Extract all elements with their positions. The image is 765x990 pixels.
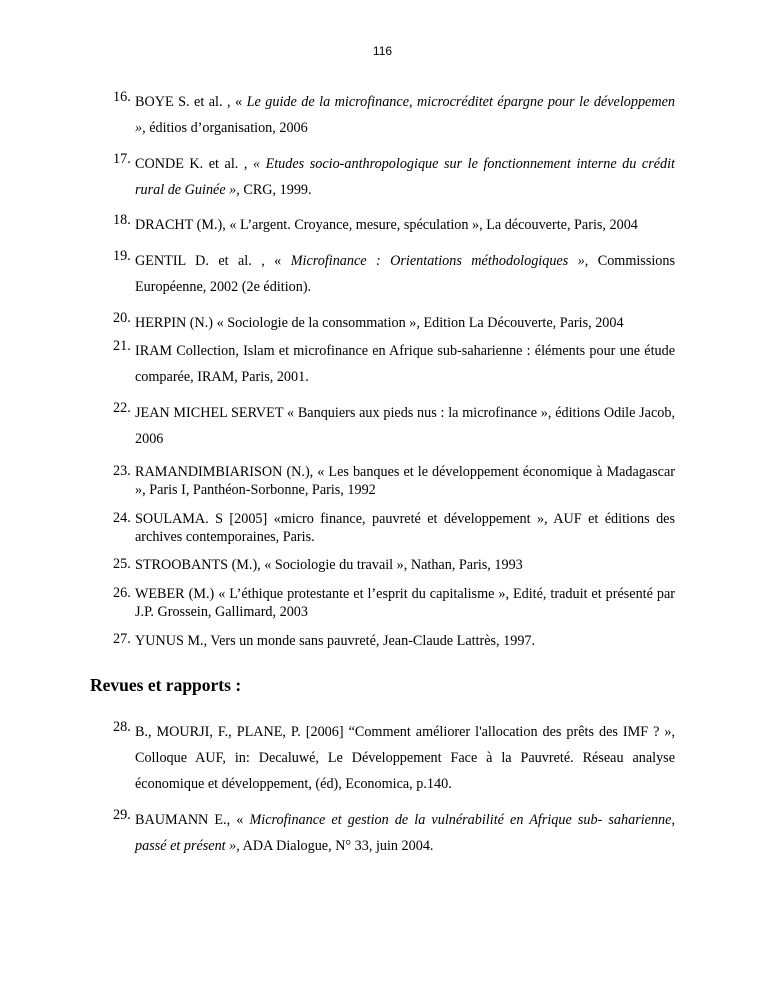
page-number: 116 [372,44,393,58]
reference-text: BAUMANN E., « Microfinance et gestion de la vulnérabilité en Afrique sub- saharienne, passé et présent », ADA Dialogue, N° 33, juin 2004. [135,812,675,854]
reference-item [113,400,675,452]
report-item [113,807,675,859]
reference-number: 18. [113,212,131,228]
section-heading: Revues et rapports : [90,675,242,695]
reference-item [113,338,675,390]
reference-item [113,89,675,141]
reference-text: B., MOURJI, F., PLANE, P. [2006] “Comment améliorer l'allocation des prêts des IMF ? », Colloque AUF, in: Decaluwé, Le Développement Face à la Pauvreté. Réseau analyse économique et développement, (éd), Economica, p.140. [135,724,675,792]
reference-text: SOULAMA. S [2005] «micro finance, pauvreté et développement », AUF et éditions des archives contemporaines, Paris. [135,511,675,545]
reference-number: 28. [113,719,131,735]
reference-number: 29. [113,807,131,823]
reference-number: 16. [113,89,131,105]
reference-number: 27. [113,631,131,647]
reference-text: IRAM Collection, Islam et microfinance en Afrique sub-saharienne : éléments pour une étude comparée, IRAM, Paris, 2001. [135,343,675,385]
reference-number: 23. [113,463,131,479]
reference-item [113,463,675,499]
report-item [113,719,675,797]
reference-item [113,151,675,203]
reference-text: WEBER (M.) « L’éthique protestante et l’esprit du capitalisme », Edité, traduit et présenté par J.P. Grossein, Gallimard, 2003 [135,586,675,620]
reference-text: RAMANDIMBIARISON (N.), « Les banques et le développement économique à Madagascar », Paris I, Panthéon-Sorbonne, Paris, 1992 [135,464,675,498]
reference-text: GENTIL D. et al. , « Microfinance : Orientations méthodologiques », Commissions Européenne, 2002 (2e édition). [135,253,675,295]
reference-text: JEAN MICHEL SERVET « Banquiers aux pieds nus : la microfinance », éditions Odile Jacob, 2006 [135,405,675,447]
reference-number: 24. [113,510,131,526]
reference-number: 22. [113,400,131,416]
reference-text: YUNUS M., Vers un monde sans pauvreté, Jean-Claude Lattrès, 1997. [135,633,536,649]
reference-text: HERPIN (N.) « Sociologie de la consommation », Edition La Découverte, Paris, 2004 [135,315,624,331]
reference-item [113,248,675,300]
reference-item [113,310,675,336]
reference-text: CONDE K. et al. , « Etudes socio-anthropologique sur le fonctionnement interne du crédit rural de Guinée », CRG, 1999. [135,156,675,198]
reference-number: 20. [113,310,131,326]
reference-text: BOYE S. et al. , « Le guide de la microfinance, microcréditet épargne pour le développemen », éditios d’organisation, 2006 [135,94,675,136]
reference-item [113,212,675,238]
reference-number: 19. [113,248,131,264]
reference-number: 26. [113,585,131,601]
reference-number: 17. [113,151,131,167]
reference-text: DRACHT (M.), « L’argent. Croyance, mesure, spéculation », La découverte, Paris, 2004 [135,217,638,233]
reference-number: 21. [113,338,131,354]
reference-item [113,556,675,574]
reference-text: STROOBANTS (M.), « Sociologie du travail », Nathan, Paris, 1993 [135,557,523,573]
reference-number: 25. [113,556,131,572]
reference-item [113,631,675,651]
reference-item [113,585,675,621]
reference-item [113,510,675,546]
